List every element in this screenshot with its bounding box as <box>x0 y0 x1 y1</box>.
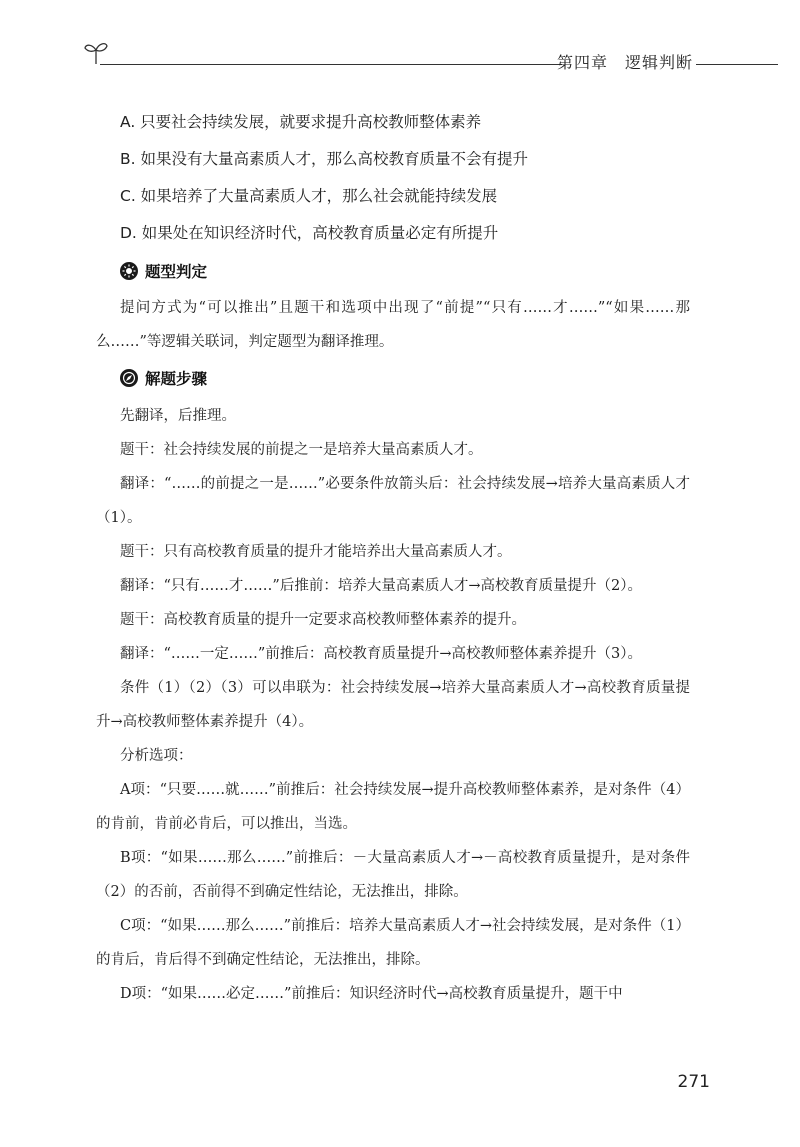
step-line: A项：“只要……就……”前推后：社会持续发展→提升高校教师整体素养，是对条件（4）的肯前，肯前必肯后，可以推出，当选。 <box>96 782 690 832</box>
step-line: 先翻译，后推理。 <box>120 408 236 424</box>
page-content <box>96 112 690 1011</box>
chapter-title: 第四章 逻辑判断 <box>556 53 693 72</box>
option-a: A. 只要社会持续发展，就要求提升高校教师整体素养 <box>120 113 482 131</box>
step-line: C项：“如果……那么……”前推后：培养大量高素质人才→社会持续发展，是对条件（1）的肯后，肯后得不到确定性结论，无法推出，排除。 <box>96 918 690 968</box>
option-d: D. 如果处在知识经济时代，高校教育质量必定有所提升 <box>120 224 499 242</box>
compass-icon <box>120 369 138 387</box>
header-rule-left <box>100 64 562 65</box>
sun-icon <box>120 262 138 280</box>
step-line: 翻译：“……一定……”前推后：高校教育质量提升→高校教师整体素养提升（3）。 <box>120 646 642 662</box>
header-rule-right <box>696 64 778 65</box>
step-line: 分析选项： <box>120 748 193 764</box>
step-line: 条件（1）（2）（3）可以串联为：社会持续发展→培养大量高素质人才→高校教育质量提升→高校教师整体素养提升（4）。 <box>96 680 690 730</box>
step-line: B项：“如果……那么……”前推后：－大量高素质人才→－高校教育质量提升，是对条件（2）的否前，否前得不到确定性结论，无法推出，排除。 <box>96 850 690 900</box>
section-type-heading <box>120 260 690 282</box>
step-line: 题干：高校教育质量的提升一定要求高校教师整体素养的提升。 <box>120 612 526 628</box>
option-b: B. 如果没有大量高素质人才，那么高校教育质量不会有提升 <box>120 150 528 168</box>
page-number: 271 <box>677 1072 710 1092</box>
section-type-title: 题型判定 <box>145 263 208 281</box>
section-steps-heading <box>120 367 690 389</box>
page-header <box>80 36 780 76</box>
step-line: 翻译：“……的前提之一是……”必要条件放箭头后：社会持续发展→培养大量高素质人才（1）。 <box>96 476 690 526</box>
step-line: 题干：社会持续发展的前提之一是培养大量高素质人才。 <box>120 442 483 458</box>
type-text: 提问方式为“可以推出”且题干和选项中出现了“前提”“只有……才……”“如果……那么……”等逻辑关联词，判定题型为翻译推理。 <box>96 300 690 350</box>
step-line: 题干：只有高校教育质量的提升才能培养出大量高素质人才。 <box>120 544 512 560</box>
step-line: 翻译：“只有……才……”后推前：培养大量高素质人才→高校教育质量提升（2）。 <box>120 578 642 594</box>
sprout-icon <box>82 38 110 66</box>
section-steps-title: 解题步骤 <box>145 370 208 388</box>
step-line: D项：“如果……必定……”前推后：知识经济时代→高校教育质量提升，题干中 <box>120 986 623 1002</box>
option-c: C. 如果培养了大量高素质人才，那么社会就能持续发展 <box>120 187 498 205</box>
